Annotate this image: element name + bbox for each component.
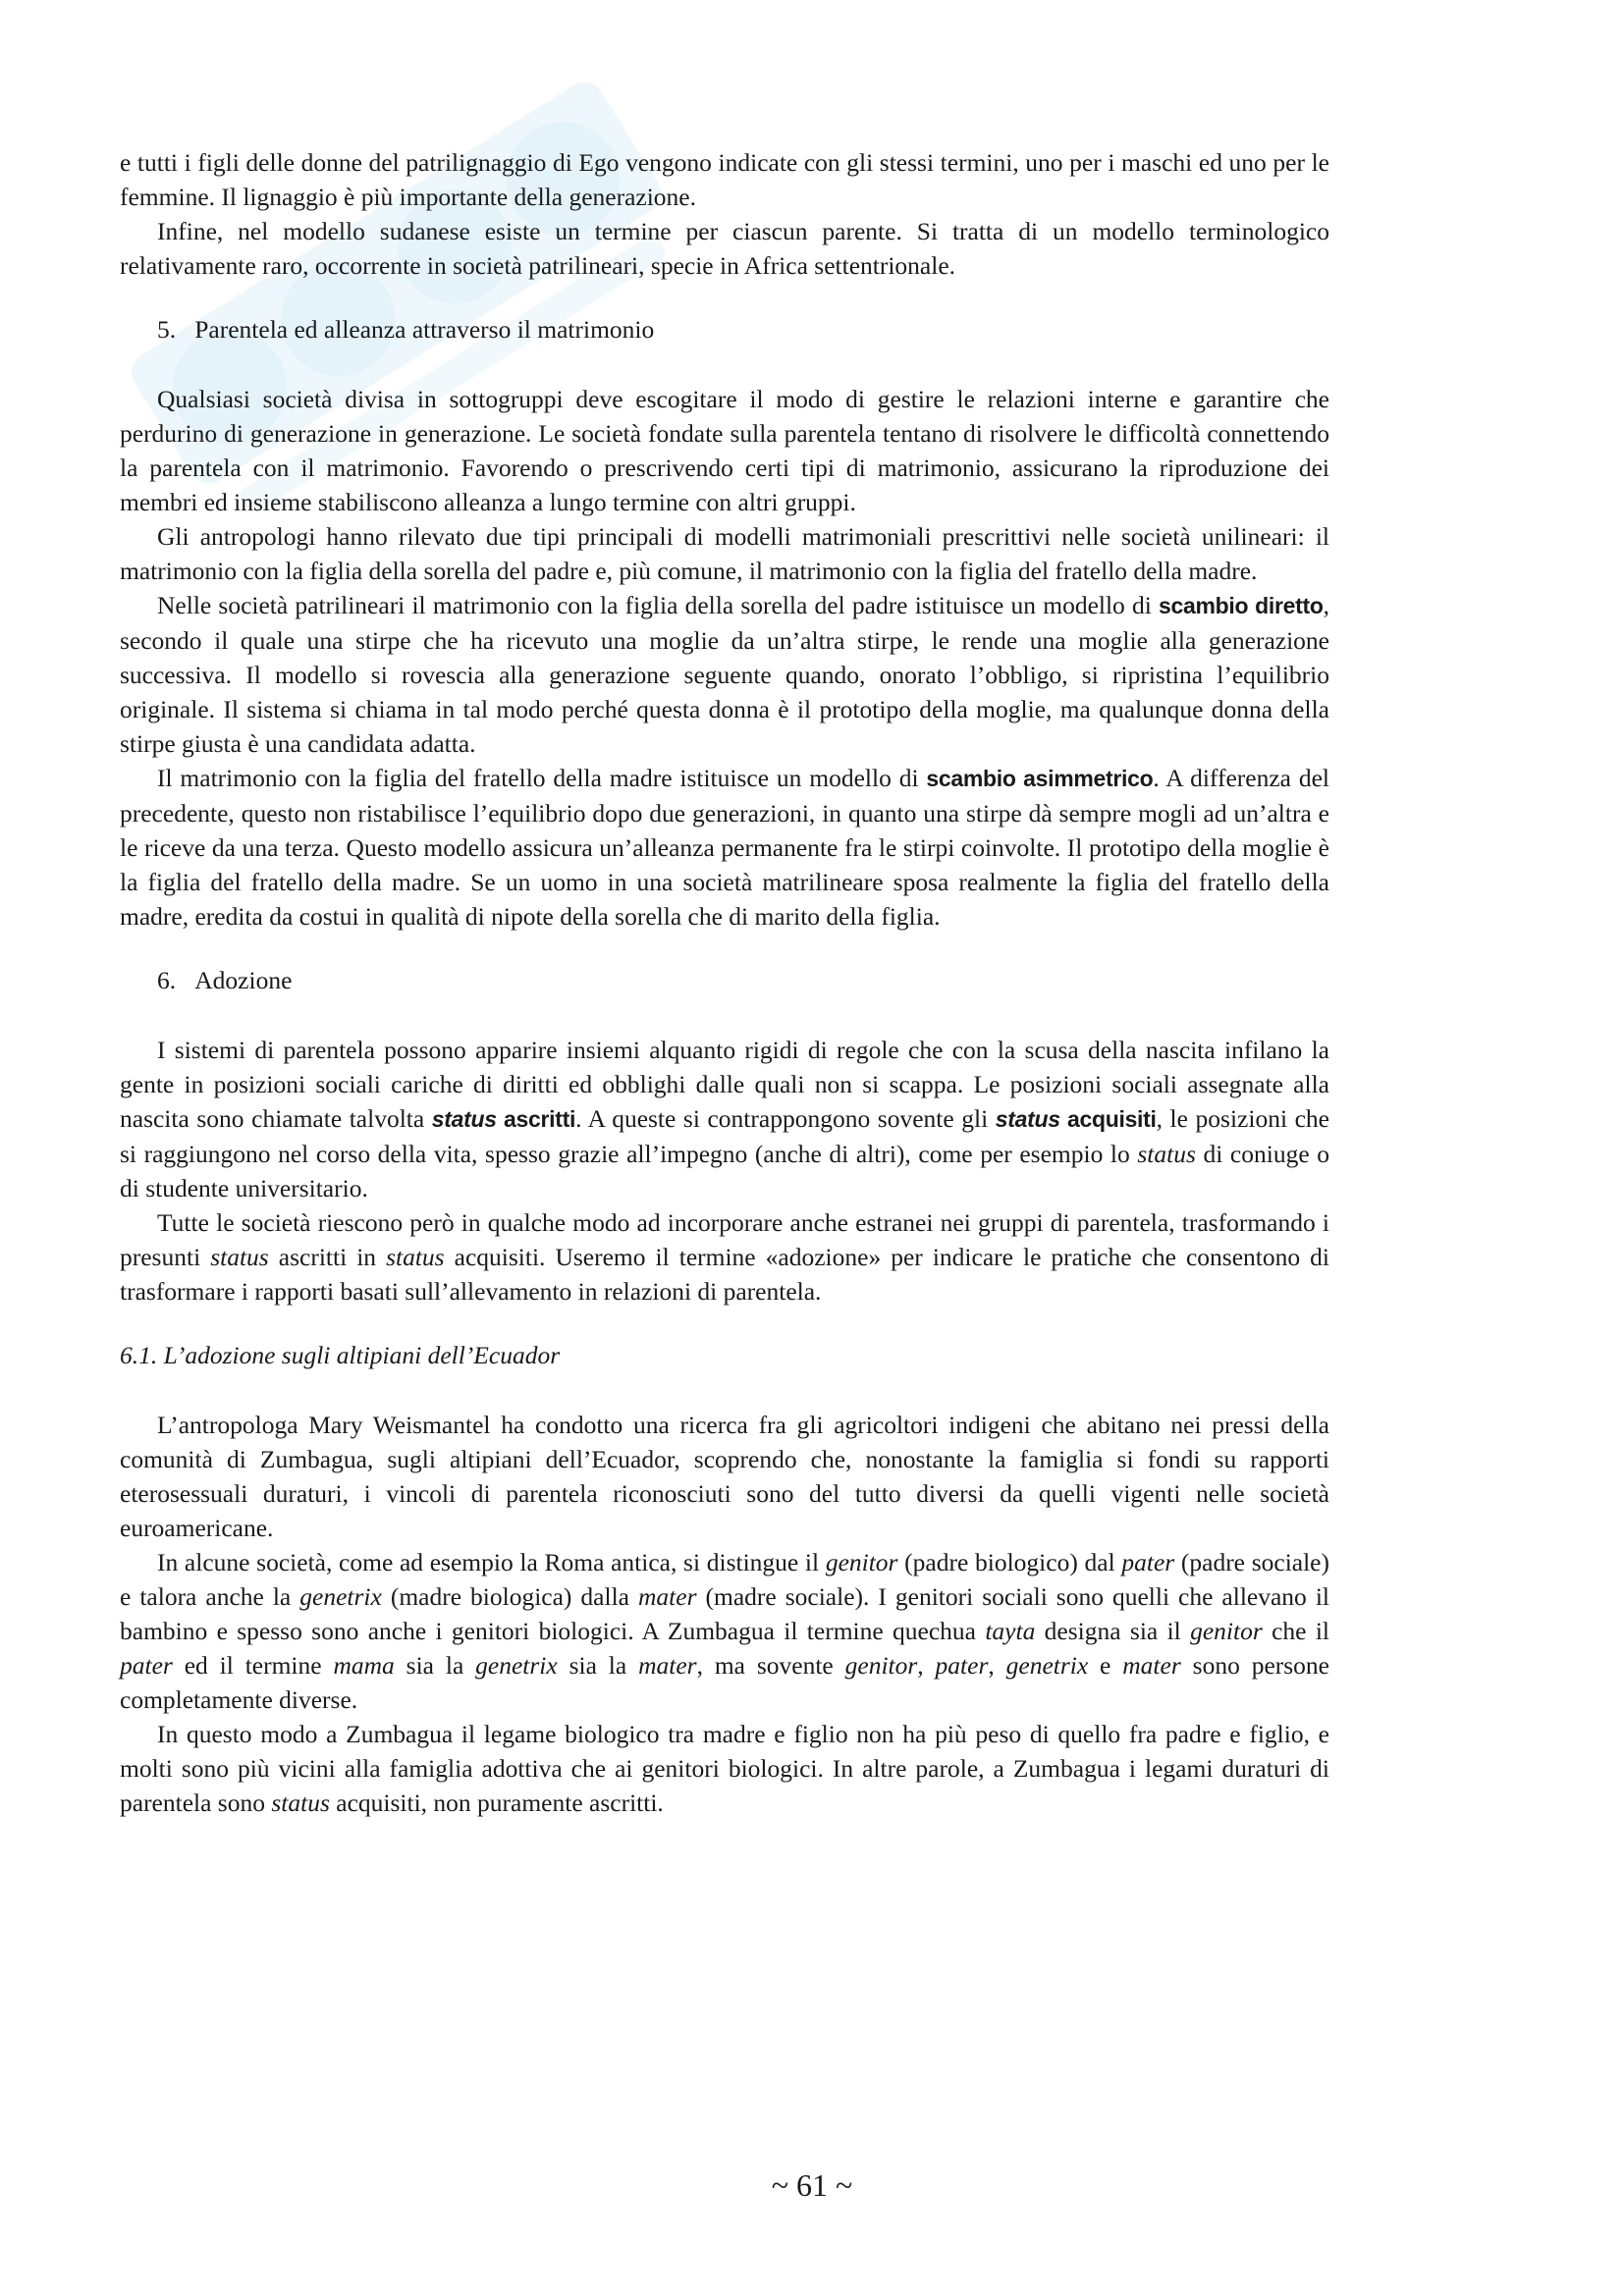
- paragraph: Tutte le società riescono però in qualche modo ad incorporare anche estranei nei gruppi di parentela, trasformando i presunti status ascritti in status acquisiti. Useremo il termine «adozione» per indicare le pratiche che consentono di trasformare i rapporti basati sull’allevamento in relazioni di parentela.: [120, 1208, 1330, 1306]
- paragraph: Nelle società patrilineari il matrimonio con la figlia della sorella del padre istituisce un modello di scambio diretto, secondo il quale una stirpe che ha ricevuto una moglie da un’altra stirpe, le rende una moglie alla generazione successiva. Il modello si rovescia alla generazione seguente quando, onorato l’obbligo, si ripristina l’equilibrio originale. Il sistema si chiama in tal modo perché questa donna è il prototipo della moglie, ma qualunque donna della stirpe giusta è una candidata adatta.: [120, 591, 1329, 758]
- subsection-heading: 6.1. L’adozione sugli altipiani dell’Ecuador: [120, 1341, 561, 1369]
- paragraph: I sistemi di parentela possono apparire insiemi alquanto rigidi di regole che con la scusa della nascita infilano la gente in posizioni sociali cariche di diritti ed obblighi dalle quali non si scappa. Le posizioni sociali assegnate alla nascita sono chiamate talvolta status ascritti. A queste si contrappongono sovente gli status acquisiti, le posizioni che si raggiungono nel corso della vita, spesso grazie all’impegno (anche di altri), come per esempio lo status di coniuge o di studente universitario.: [120, 1036, 1329, 1202]
- highlighted-term: status ascritti: [431, 1106, 576, 1132]
- paragraph: Infine, nel modello sudanese esiste un termine per ciascun parente. Si tratta di un modello terminologico relativamente raro, occorrente in società patrilineari, specie in Africa settentrionale.: [120, 217, 1329, 280]
- paragraph: In questo modo a Zumbagua il legame biologico tra madre e figlio non ha più peso di quello fra padre e figlio, e molti sono più vicini alla famiglia adottiva che ai genitori biologici. In altre parole, a Zumbagua i legami duraturi di parentela sono status acquisiti, non puramente ascritti.: [120, 1720, 1329, 1817]
- highlighted-term: scambio diretto: [1159, 593, 1324, 618]
- page-number: ~ 61 ~: [771, 2167, 853, 2203]
- paragraph: Il matrimonio con la figlia del fratello della madre istituisce un modello di scambio asimmetrico. A differenza del precedente, questo non ristabilisce l’equilibrio dopo due generazioni, in quanto una stirpe dà sempre mogli ad un’altra e le riceve da una terza. Questo modello assicura un’alleanza permanente fra le stirpi coinvolte. Il prototipo della moglie è la figlia del fratello della madre. Se un uomo in una società matrilineare sposa realmente la figlia del fratello della madre, eredita da costui in qualità di nipote della sorella che di marito della figlia.: [120, 764, 1329, 931]
- paragraph: In alcune società, come ad esempio la Roma antica, si distingue il genitor (padre biologico) dal pater (padre sociale) e talora anche la genetrix (madre biologica) dalla mater (madre sociale). I genitori sociali sono quelli che allevano il bambino e spesso sono anche i genitori biologici. A Zumbagua il termine quechua tayta designa sia il genitor che il pater ed il termine mama sia la genetrix sia la mater, ma sovente genitor, pater, genetrix e mater sono persone completamente diverse.: [120, 1548, 1330, 1714]
- paragraph: L’antropologa Mary Weismantel ha condotto una ricerca fra gli agricoltori indigeni che abitano nei pressi della comunità di Zumbagua, sugli altipiani dell’Ecuador, scoprendo che, nonostante la famiglia si fondi su rapporti eterosessuali duraturi, i vincoli di parentela riconosciuti sono del tutto diversi da quelli vigenti nelle società euroamericane.: [120, 1411, 1329, 1542]
- paragraph: Qualsiasi società divisa in sottogruppi deve escogitare il modo di gestire le relazioni interne e garantire che perdurino di generazione in generazione. Le società fondate sulla parentela tentano di risolvere le difficoltà connettendo la parentela con il matrimonio. Favorendo o prescrivendo certi tipi di matrimonio, assicurano la riproduzione dei membri ed insieme stabiliscono alleanza a lungo termine con altri gruppi.: [120, 385, 1329, 516]
- highlighted-term: status acquisiti: [995, 1106, 1157, 1132]
- document-page: [120, 145, 1329, 1820]
- paragraph: Gli antropologi hanno rilevato due tipi principali di modelli matrimoniali prescrittivi nelle società unilineari: il matrimonio con la figlia della sorella del padre e, più comune, il matrimonio con la figlia del fratello della madre.: [120, 522, 1329, 585]
- highlighted-term: scambio asimmetrico: [926, 766, 1154, 791]
- section-heading: 6. Adozione: [157, 966, 293, 994]
- section-heading: 5. Parentela ed alleanza attraverso il matrimonio: [157, 315, 655, 344]
- paragraph: e tutti i figli delle donne del patrilignaggio di Ego vengono indicate con gli stessi termini, uno per i maschi ed uno per le femmine. Il lignaggio è più importante della generazione.: [120, 148, 1329, 211]
